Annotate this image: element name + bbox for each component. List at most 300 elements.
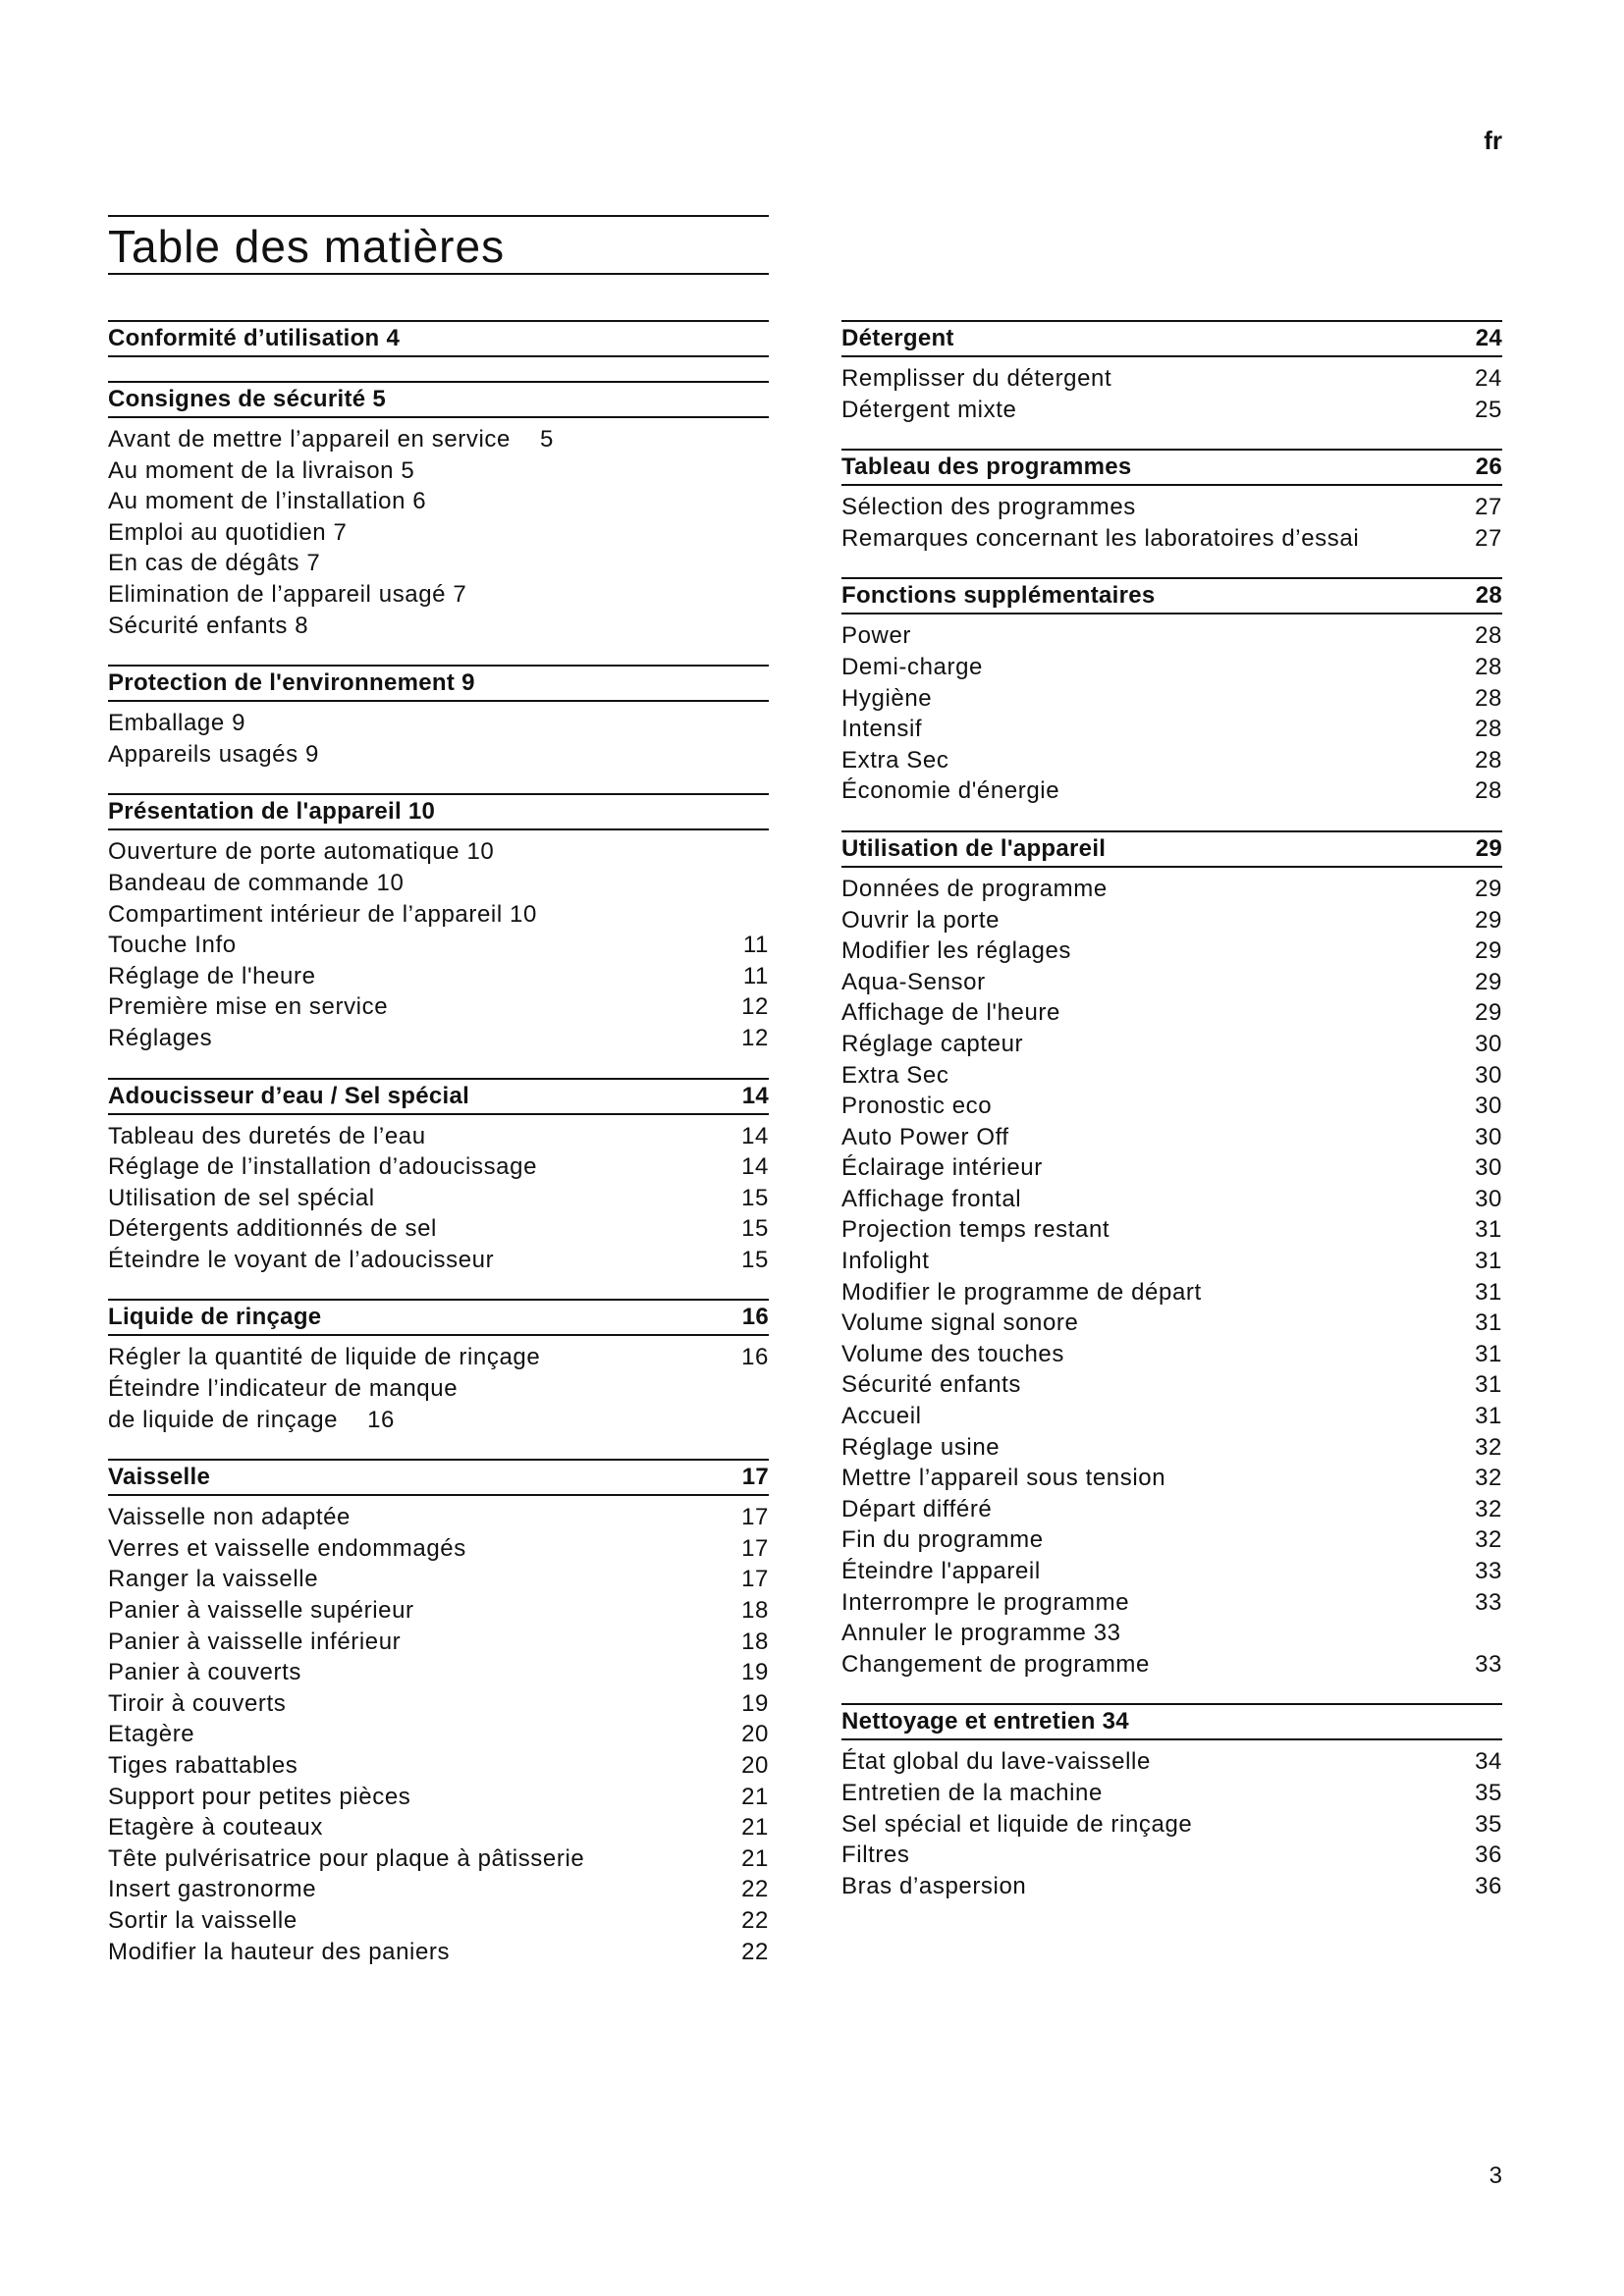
toc-entry[interactable] (108, 1937, 769, 1968)
toc-entry-label (841, 935, 1071, 967)
toc-entry-label (108, 739, 319, 771)
toc-entry[interactable] (108, 1843, 769, 1875)
toc-section-heading[interactable] (841, 449, 1502, 486)
toc-entry[interactable] (108, 424, 769, 455)
toc-entry-text: Volume signal sonore (841, 1309, 1079, 1337)
toc-entry-label (108, 486, 426, 517)
toc-entry[interactable] (841, 1152, 1502, 1184)
toc-entry-label (841, 1152, 1043, 1184)
toc-entry-text: Etagère (108, 1721, 195, 1748)
toc-section-page: 26 (1475, 454, 1502, 481)
toc-entry-label (841, 1029, 1023, 1060)
toc-entry-label (841, 620, 911, 652)
toc-entry-label (108, 424, 554, 455)
toc-entry-text: Réglage de l'heure (108, 962, 316, 989)
toc-entry-text: Détergent mixte (841, 396, 1017, 423)
toc-entry-text: Extra Sec (841, 746, 949, 774)
toc-section-heading[interactable] (108, 1078, 769, 1115)
toc-section-heading[interactable] (108, 1299, 769, 1336)
toc-entry[interactable] (108, 868, 769, 899)
toc-entry[interactable] (108, 1405, 769, 1436)
toc-entry-page: 30 (1475, 1061, 1502, 1089)
toc-entry[interactable] (108, 1183, 769, 1214)
toc-entry-text: Remarques concernant les laboratoires d’essai (841, 524, 1360, 552)
toc-section-heading[interactable] (841, 320, 1502, 357)
toc-entry-text: Appareils usagés 9 (108, 740, 319, 768)
toc-entry-page: 22 (741, 1938, 769, 1965)
toc-entry[interactable] (841, 1184, 1502, 1215)
toc-entry-text: Entretien de la machine (841, 1779, 1103, 1806)
toc-entry-text: Infolight (841, 1248, 930, 1275)
toc-entry[interactable] (108, 579, 769, 611)
toc-entry-label (108, 1373, 458, 1405)
toc-entry-page: 32 (1475, 1495, 1502, 1522)
toc-entry-label (841, 523, 1359, 555)
toc-entry-label (841, 1524, 1044, 1556)
toc-entry-page: 35 (1475, 1810, 1502, 1838)
toc-section-nettoyage-et-entretien-34 (841, 1703, 1502, 1901)
toc-entry-page: 32 (1475, 1465, 1502, 1492)
toc-entry-text: Affichage frontal (841, 1185, 1022, 1212)
toc-entry-list (108, 830, 769, 1053)
toc-entry[interactable] (108, 517, 769, 549)
toc-entry-label (108, 1595, 414, 1627)
toc-entry[interactable] (841, 1246, 1502, 1277)
toc-entry-label (841, 1746, 1151, 1778)
toc-entry[interactable] (108, 1023, 769, 1054)
toc-entry-text: Bandeau de commande 10 (108, 869, 405, 896)
toc-entry-label (108, 1905, 298, 1937)
toc-entry[interactable] (108, 1213, 769, 1245)
toc-entry-text: Aqua-Sensor (841, 968, 986, 995)
toc-entry-label (841, 1871, 1026, 1902)
toc-entry[interactable] (841, 935, 1502, 967)
toc-entry[interactable] (108, 1750, 769, 1782)
toc-entry[interactable] (841, 997, 1502, 1029)
toc-section-vaisselle (108, 1459, 769, 1967)
toc-entry[interactable] (841, 1122, 1502, 1153)
language-code: fr (1484, 126, 1502, 155)
toc-entry-label (841, 1246, 929, 1277)
toc-entry-text: Éteindre l’indicateur de manque (108, 1375, 459, 1403)
toc-entry-label (841, 1840, 910, 1871)
toc-entry-page: 17 (741, 1566, 769, 1593)
toc-entry-page: 35 (1475, 1779, 1502, 1806)
toc-section-utilisation-de-l-appareil (841, 830, 1502, 1680)
toc-entry-page: 21 (741, 1814, 769, 1842)
toc-entry-page: 31 (1475, 1340, 1502, 1367)
toc-entry-text: Sécurité enfants 8 (108, 612, 309, 639)
toc-entry-text: Modifier les réglages (841, 937, 1072, 965)
toc-entry-page: 29 (1475, 875, 1502, 902)
toc-entry-label (841, 1308, 1078, 1339)
toc-section-page: 24 (1475, 325, 1502, 351)
toc-entry-page: 33 (1475, 1558, 1502, 1584)
toc-entry-label (841, 1494, 992, 1525)
toc-left-column (108, 320, 769, 1991)
toc-entry-text: Réglage usine (841, 1433, 1001, 1461)
toc-entry-label (108, 1183, 375, 1214)
toc-entry-page: 14 (741, 1153, 769, 1181)
toc-entry-label (841, 1122, 1009, 1153)
toc-entry-page: 21 (741, 1844, 769, 1872)
toc-entry-list (841, 357, 1502, 425)
toc-entry[interactable] (108, 1874, 769, 1905)
toc-entry[interactable] (841, 395, 1502, 426)
toc-entry[interactable] (841, 492, 1502, 523)
toc-entry-page: 30 (1475, 1093, 1502, 1120)
toc-section-title: Consignes de sécurité 5 (108, 386, 386, 412)
toc-entry-text: Sécurité enfants (841, 1371, 1022, 1399)
toc-entry-text: Touche Info (108, 932, 237, 959)
toc-entry[interactable] (841, 683, 1502, 715)
toc-section-title: Vaisselle (108, 1464, 211, 1491)
toc-entry-label (108, 1657, 301, 1688)
toc-section-adoucisseur-d-eau-sel-special (108, 1078, 769, 1276)
toc-entry-page: 12 (741, 993, 769, 1021)
toc-entry-text: Accueil (841, 1403, 922, 1430)
toc-entry[interactable] (108, 1121, 769, 1152)
toc-section-title: Fonctions supplémentaires (841, 582, 1156, 610)
toc-entry-page: 28 (1475, 746, 1502, 774)
toc-section-heading[interactable] (841, 1703, 1502, 1740)
toc-entry-text: Éteindre l'appareil (841, 1558, 1041, 1584)
toc-entry[interactable] (841, 1091, 1502, 1122)
toc-entry-page: 14 (741, 1122, 769, 1149)
toc-entry-label (841, 1214, 1110, 1246)
toc-entry-list (841, 614, 1502, 807)
toc-entry[interactable] (108, 1151, 769, 1183)
toc-section-title: Nettoyage et entretien 34 (841, 1708, 1129, 1735)
toc-entry-page: 29 (1475, 937, 1502, 965)
toc-entry-page: 33 (1475, 1588, 1502, 1616)
toc-entry-label (108, 1245, 494, 1276)
toc-entry-label (841, 997, 1060, 1029)
toc-entry-page: 28 (1475, 716, 1502, 743)
toc-entry[interactable] (108, 930, 769, 961)
toc-section-detergent (841, 320, 1502, 425)
toc-entry-label (108, 930, 237, 961)
toc-entry-text: Affichage de l'heure (841, 999, 1060, 1027)
toc-entry-label (841, 1463, 1165, 1494)
toc-entry-label (108, 1151, 537, 1183)
toc-entry[interactable] (841, 652, 1502, 683)
toc-entry-page: 22 (741, 1906, 769, 1934)
toc-entry-label (108, 1533, 466, 1565)
toc-entry-text: Tableau des duretés de l’eau (108, 1122, 426, 1149)
toc-entry-label (108, 1342, 540, 1373)
toc-entry[interactable] (841, 1401, 1502, 1432)
toc-entry-text: Panier à vaisselle supérieur (108, 1597, 414, 1625)
toc-entry[interactable] (108, 1533, 769, 1565)
toc-entry[interactable] (841, 1618, 1502, 1649)
toc-section-consignes-de-securite-5 (108, 381, 769, 641)
toc-entry-text: Panier à vaisselle inférieur (108, 1628, 402, 1655)
toc-entry-page: 12 (741, 1024, 769, 1051)
toc-entry[interactable] (841, 775, 1502, 807)
toc-entry[interactable] (108, 1782, 769, 1813)
toc-section-heading[interactable] (841, 830, 1502, 868)
toc-entry-label (841, 1401, 922, 1432)
toc-section-conformite-d-utilisation-4 (108, 320, 769, 357)
toc-entry[interactable] (841, 905, 1502, 936)
toc-section-presentation-de-l-appareil-10 (108, 793, 769, 1053)
toc-entry-list (108, 418, 769, 641)
toc-section-page: 28 (1475, 582, 1502, 610)
toc-entry-page: 28 (1475, 653, 1502, 680)
toc-entry[interactable] (841, 745, 1502, 776)
toc-entry-text: Avant de mettre l’appareil en service (108, 426, 511, 453)
toc-entry[interactable] (841, 714, 1502, 745)
toc-entry-page: 31 (1475, 1403, 1502, 1430)
toc-entry-page: 20 (741, 1752, 769, 1779)
toc-entry-label (841, 1060, 948, 1092)
toc-entry-label (108, 1564, 318, 1595)
toc-entry[interactable] (108, 548, 769, 579)
toc-entry-label (108, 1812, 323, 1843)
toc-entry-page: 27 (1475, 494, 1502, 521)
toc-entry[interactable] (841, 967, 1502, 998)
toc-entry-label (108, 868, 404, 899)
toc-entry-page: 19 (741, 1689, 769, 1717)
toc-section-heading[interactable] (841, 577, 1502, 614)
toc-entry[interactable] (108, 1564, 769, 1595)
toc-entry[interactable] (841, 620, 1502, 652)
toc-entry-page: 15 (741, 1246, 769, 1273)
toc-entry-text: Tiroir à couverts (108, 1689, 287, 1717)
toc-entry-label (108, 1121, 426, 1152)
toc-entry-list (108, 1115, 769, 1276)
toc-entry[interactable] (108, 1627, 769, 1658)
toc-entry[interactable] (841, 523, 1502, 555)
toc-entry[interactable] (108, 1595, 769, 1627)
toc-entry-text: Sortir la vaisselle (108, 1906, 298, 1934)
toc-entry-list (841, 486, 1502, 554)
toc-entry-label (841, 874, 1108, 905)
toc-section-title: Adoucisseur d’eau / Sel spécial (108, 1082, 470, 1109)
toc-entry[interactable] (841, 1339, 1502, 1370)
toc-entry-page: 29 (1475, 999, 1502, 1027)
toc-entry[interactable] (841, 1524, 1502, 1556)
toc-section-heading[interactable] (108, 381, 769, 418)
toc-entry[interactable] (841, 1809, 1502, 1841)
toc-entry-page: 15 (741, 1184, 769, 1211)
toc-entry-text: Etagère à couteaux (108, 1814, 323, 1842)
toc-entry-text: Remplisser du détergent (841, 365, 1112, 392)
toc-section-heading[interactable] (108, 320, 769, 357)
toc-entry-page: 17 (741, 1504, 769, 1531)
toc-entry-text: Bras d’aspersion (841, 1872, 1027, 1899)
toc-entry-text: Réglage de l’installation d’adoucissage (108, 1153, 538, 1181)
toc-entry-text: Modifier la hauteur des paniers (108, 1938, 451, 1965)
toc-entry-label (108, 1213, 437, 1245)
toc-section-protection-de-l-environnement-9 (108, 665, 769, 770)
toc-entry-page: 30 (1475, 1123, 1502, 1150)
toc-entry[interactable] (108, 1373, 769, 1405)
page-number: 3 (1489, 2163, 1502, 2189)
page-title: Table des matières (108, 215, 769, 275)
toc-entry[interactable] (108, 899, 769, 931)
toc-entry-text: Compartiment intérieur de l’appareil 10 (108, 900, 537, 928)
toc-entry-page: 17 (741, 1534, 769, 1562)
toc-entry-text: Ranger la vaisselle (108, 1566, 319, 1593)
toc-entry-text: Auto Power Off (841, 1123, 1009, 1150)
toc-entry[interactable] (841, 1369, 1502, 1401)
toc-section-title: Tableau des programmes (841, 454, 1132, 481)
toc-entry-text: Insert gastronorme (108, 1876, 317, 1903)
toc-entry-text: Éclairage intérieur (841, 1154, 1043, 1182)
toc-entry-text: Verres et vaisselle endommagés (108, 1534, 466, 1562)
toc-section-heading[interactable] (108, 793, 769, 830)
toc-entry[interactable] (841, 1778, 1502, 1809)
toc-entry-label (841, 492, 1136, 523)
toc-entry-label (108, 961, 316, 992)
toc-entry[interactable] (108, 1342, 769, 1373)
toc-entry-page: 18 (741, 1597, 769, 1625)
toc-entry-label (841, 1369, 1021, 1401)
toc-entry-page: 31 (1475, 1309, 1502, 1337)
toc-section-title: Détergent (841, 325, 954, 351)
toc-section-heading[interactable] (108, 1459, 769, 1496)
toc-section-fonctions-supplementaires (841, 577, 1502, 807)
toc-entry[interactable] (108, 611, 769, 642)
toc-entry-text: Hygiène (841, 684, 933, 712)
toc-entry-text: Fin du programme (841, 1526, 1044, 1554)
toc-entry-list (108, 1336, 769, 1435)
toc-entry-label (108, 1719, 194, 1750)
toc-entry-label (108, 1405, 395, 1436)
toc-entry-text: Vaisselle non adaptée (108, 1504, 351, 1531)
toc-entry[interactable] (841, 1029, 1502, 1060)
toc-entry-label (841, 395, 1016, 426)
toc-entry[interactable] (841, 874, 1502, 905)
toc-entry-label (108, 517, 347, 549)
toc-entry-page: 30 (1475, 1185, 1502, 1212)
toc-entry-page: 32 (1475, 1526, 1502, 1554)
toc-entry[interactable] (841, 1649, 1502, 1681)
toc-entry-text: Tête pulvérisatrice pour plaque à pâtisserie (108, 1844, 585, 1872)
toc-entry-page: 28 (1475, 777, 1502, 805)
toc-entry-label (108, 1937, 450, 1968)
toc-section-tableau-des-programmes (841, 449, 1502, 554)
toc-entry-page: 32 (1475, 1433, 1502, 1461)
toc-entry-text: Interrompre le programme (841, 1588, 1130, 1616)
toc-section-liquide-de-rincage (108, 1299, 769, 1435)
toc-entry[interactable] (841, 1871, 1502, 1902)
toc-entry-label (108, 1627, 401, 1658)
toc-entry-text: Au moment de l’installation 6 (108, 488, 427, 515)
toc-entry[interactable] (108, 1905, 769, 1937)
toc-entry-label (841, 905, 1000, 936)
toc-section-title: Présentation de l'appareil 10 (108, 798, 436, 826)
toc-entry-page: 28 (1475, 622, 1502, 650)
toc-entry-inline-page: 5 (539, 426, 554, 453)
toc-section-title: Protection de l'environnement 9 (108, 669, 475, 697)
toc-entry-label (841, 363, 1111, 395)
toc-entry[interactable] (841, 1432, 1502, 1464)
toc-entry[interactable] (841, 1277, 1502, 1308)
toc-entry-page: 29 (1475, 906, 1502, 934)
toc-entry-label (841, 1277, 1202, 1308)
toc-entry[interactable] (841, 363, 1502, 395)
toc-entry[interactable] (108, 1502, 769, 1533)
toc-entry-label (108, 1874, 316, 1905)
toc-entry-label (841, 967, 986, 998)
toc-entry[interactable] (108, 1245, 769, 1276)
toc-entry-page: 18 (741, 1628, 769, 1655)
toc-entry[interactable] (841, 1494, 1502, 1525)
toc-entry-page: 29 (1475, 968, 1502, 995)
toc-entry-label (841, 1091, 992, 1122)
toc-entry[interactable] (108, 708, 769, 739)
toc-entry[interactable] (108, 486, 769, 517)
toc-entry-text: Réglages (108, 1024, 213, 1051)
toc-entry-page: 25 (1475, 396, 1502, 423)
toc-entry[interactable] (841, 1308, 1502, 1339)
toc-entry[interactable] (841, 1746, 1502, 1778)
toc-entry-page: 20 (741, 1721, 769, 1748)
toc-entry-label (841, 1809, 1192, 1841)
toc-entry[interactable] (108, 991, 769, 1023)
toc-entry[interactable] (108, 836, 769, 868)
toc-entry[interactable] (841, 1060, 1502, 1092)
toc-entry-text: En cas de dégâts 7 (108, 550, 321, 577)
toc-entry[interactable] (841, 1463, 1502, 1494)
toc-entry-page: 34 (1475, 1748, 1502, 1776)
toc-entry[interactable] (841, 1214, 1502, 1246)
toc-entry-text: Sélection des programmes (841, 494, 1136, 521)
toc-entry-page: 15 (741, 1215, 769, 1243)
toc-entry-label (108, 455, 414, 487)
toc-entry-label (108, 1782, 410, 1813)
toc-section-page: 14 (741, 1082, 769, 1109)
toc-entry-list (108, 702, 769, 770)
toc-section-page: 29 (1475, 834, 1502, 862)
toc-entry[interactable] (108, 739, 769, 771)
toc-entry[interactable] (841, 1587, 1502, 1619)
toc-entry-text: Annuler le programme 33 (841, 1620, 1121, 1647)
toc-entry-page: 28 (1475, 684, 1502, 712)
toc-entry[interactable] (108, 961, 769, 992)
toc-entry-label (108, 708, 245, 739)
toc-section-page: 17 (741, 1464, 769, 1491)
toc-entry-text: Elimination de l’appareil usagé 7 (108, 580, 467, 608)
toc-entry[interactable] (841, 1556, 1502, 1587)
toc-entry-text: Sel spécial et liquide de rinçage (841, 1810, 1193, 1838)
toc-entry[interactable] (841, 1840, 1502, 1871)
toc-entry-label (108, 1843, 584, 1875)
toc-section-heading[interactable] (108, 665, 769, 702)
toc-right-column (841, 320, 1502, 1925)
toc-entry-page: 16 (741, 1344, 769, 1371)
toc-entry[interactable] (108, 1688, 769, 1720)
toc-entry-list (841, 868, 1502, 1680)
toc-entry-page: 31 (1475, 1216, 1502, 1244)
toc-entry-text: Données de programme (841, 875, 1108, 902)
toc-entry-page: 31 (1475, 1248, 1502, 1275)
toc-entry-label (841, 652, 983, 683)
toc-entry-page: 33 (1475, 1650, 1502, 1678)
toc-entry[interactable] (108, 1812, 769, 1843)
toc-entry[interactable] (108, 1719, 769, 1750)
toc-entry-page: 22 (741, 1876, 769, 1903)
toc-entry[interactable] (108, 1657, 769, 1688)
toc-entry[interactable] (108, 455, 769, 487)
toc-entry-text: Extra Sec (841, 1061, 949, 1089)
toc-section-title: Utilisation de l'appareil (841, 834, 1107, 862)
toc-entry-text: Départ différé (841, 1495, 993, 1522)
toc-entry-text: Projection temps restant (841, 1216, 1110, 1244)
